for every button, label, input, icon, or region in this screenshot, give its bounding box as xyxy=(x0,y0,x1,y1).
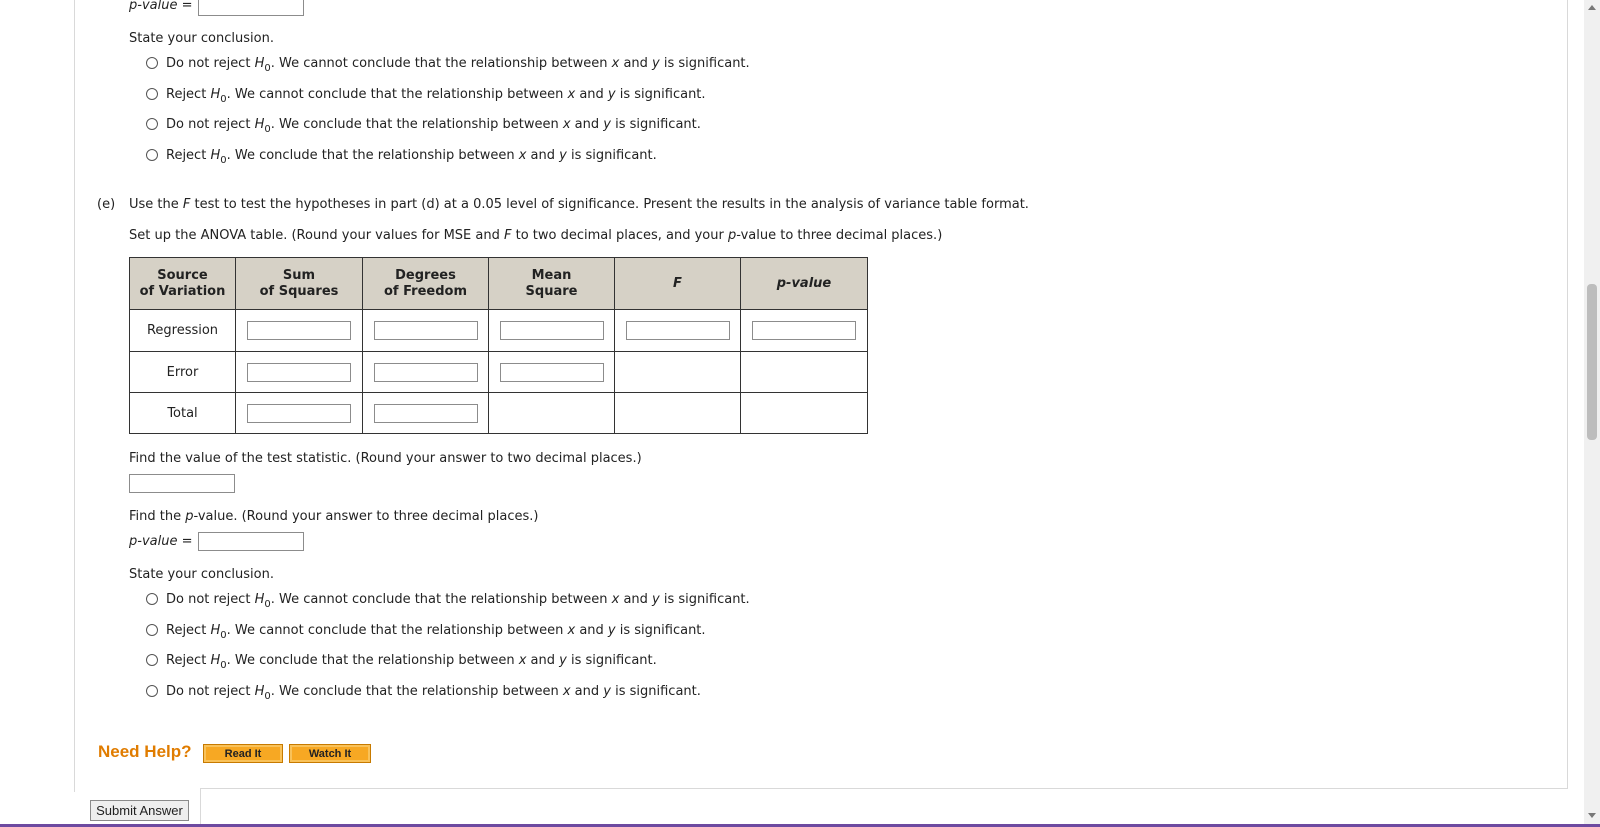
option-text: Reject $H_0$. We conclude that the relationship between x and y is significant. xyxy=(166,652,657,671)
radio-button[interactable] xyxy=(146,654,158,666)
top-pvalue-input[interactable] xyxy=(198,0,304,16)
table-row-error xyxy=(130,352,868,393)
option-text: Do not reject $H_0$. We conclude that the relationship between x and y is significant. xyxy=(166,116,701,135)
top-option-1[interactable] xyxy=(146,53,750,73)
regression-df-cell xyxy=(363,310,489,352)
anova-table xyxy=(129,257,868,434)
radio-button[interactable] xyxy=(146,624,158,636)
regression-ms-input[interactable] xyxy=(500,321,604,340)
conclusion-option-1[interactable] xyxy=(146,589,750,609)
header-degrees-of-freedom: Degrees of Freedom xyxy=(363,258,489,310)
conclusion-option-4[interactable] xyxy=(146,681,701,701)
option-text: Do not reject $H_0$. We conclude that the relationship between x and y is significant. xyxy=(166,683,701,702)
row-label: Total xyxy=(130,393,236,434)
header-f: F xyxy=(615,258,741,310)
error-ss-cell xyxy=(236,352,363,393)
pvalue-prompt: Find the p-value. (Round your answer to three decimal places.) xyxy=(129,509,539,524)
radio-button[interactable] xyxy=(146,685,158,697)
table-row-regression xyxy=(130,310,868,352)
part-e-instruction: Use the F test to test the hypotheses in part (d) at a 0.05 level of significance. Present the results in the analysis of variance table format. xyxy=(129,197,1029,212)
watch-it-button[interactable]: Watch It xyxy=(289,744,371,763)
header-mean-square: Mean Square xyxy=(489,258,615,310)
option-text: Do not reject $H_0$. We cannot conclude that the relationship between x and y is significant. xyxy=(166,55,750,74)
test-statistic-input[interactable] xyxy=(129,474,235,493)
header-sum-of-squares: Sum of Squares xyxy=(236,258,363,310)
need-help-label: Need Help? xyxy=(98,742,192,761)
scrollbar-thumb[interactable] xyxy=(1587,284,1597,440)
radio-button[interactable] xyxy=(146,57,158,69)
error-ms-input[interactable] xyxy=(500,363,604,382)
option-text: Reject $H_0$. We cannot conclude that the relationship between x and y is significant. xyxy=(166,86,706,105)
regression-pvalue-cell xyxy=(741,310,868,352)
total-f-cell-empty xyxy=(615,393,741,434)
regression-pvalue-input[interactable] xyxy=(752,321,856,340)
total-ms-cell-empty xyxy=(489,393,615,434)
option-text: Reject $H_0$. We cannot conclude that the relationship between x and y is significant. xyxy=(166,622,706,641)
submit-answer-button[interactable]: Submit Answer xyxy=(90,800,189,821)
total-df-cell xyxy=(363,393,489,434)
panel-right-border xyxy=(1567,0,1568,788)
panel-bottom-border xyxy=(200,788,1568,789)
row-label: Error xyxy=(130,352,236,393)
conclusion-option-2[interactable] xyxy=(146,620,706,640)
top-option-4[interactable] xyxy=(146,145,657,165)
radio-button[interactable] xyxy=(146,149,158,161)
header-pvalue: p-value xyxy=(741,258,868,310)
top-option-2[interactable] xyxy=(146,84,706,104)
table-row-total xyxy=(130,393,868,434)
option-text: Reject $H_0$. We conclude that the relationship between x and y is significant. xyxy=(166,147,657,166)
error-df-input[interactable] xyxy=(374,363,478,382)
regression-df-input[interactable] xyxy=(374,321,478,340)
anova-header-row xyxy=(130,258,868,310)
total-ss-cell xyxy=(236,393,363,434)
header-source: Source of Variation xyxy=(130,258,236,310)
scroll-down-arrow-icon[interactable] xyxy=(1588,813,1596,818)
option-text: Do not reject $H_0$. We cannot conclude that the relationship between x and y is significant. xyxy=(166,591,750,610)
conclusion-option-3[interactable] xyxy=(146,650,657,670)
scroll-up-arrow-icon[interactable] xyxy=(1588,5,1596,10)
pvalue-label: p-value = xyxy=(129,534,193,549)
regression-ss-input[interactable] xyxy=(247,321,351,340)
error-ms-cell xyxy=(489,352,615,393)
row-label: Regression xyxy=(130,310,236,352)
test-statistic-prompt: Find the value of the test statistic. (Round your answer to two decimal places.) xyxy=(129,451,642,466)
regression-ss-cell xyxy=(236,310,363,352)
radio-button[interactable] xyxy=(146,88,158,100)
top-option-3[interactable] xyxy=(146,114,701,134)
regression-f-cell xyxy=(615,310,741,352)
radio-button[interactable] xyxy=(146,593,158,605)
anova-setup-instruction: Set up the ANOVA table. (Round your values for MSE and F to two decimal places, and your p-value to three decimal places.) xyxy=(129,228,943,243)
error-ss-input[interactable] xyxy=(247,363,351,382)
total-df-input[interactable] xyxy=(374,404,478,423)
top-pvalue-label: p-value = xyxy=(129,0,193,13)
panel-bottom-left-border xyxy=(200,788,201,827)
top-state-conclusion: State your conclusion. xyxy=(129,31,274,46)
total-pvalue-cell-empty xyxy=(741,393,868,434)
error-f-cell-empty xyxy=(615,352,741,393)
error-pvalue-cell-empty xyxy=(741,352,868,393)
read-it-button[interactable]: Read It xyxy=(203,744,283,763)
total-ss-input[interactable] xyxy=(247,404,351,423)
state-conclusion: State your conclusion. xyxy=(129,567,274,582)
error-df-cell xyxy=(363,352,489,393)
regression-ms-cell xyxy=(489,310,615,352)
part-e-label: (e) xyxy=(97,197,116,212)
radio-button[interactable] xyxy=(146,118,158,130)
pvalue-input[interactable] xyxy=(198,532,304,551)
panel-left-border xyxy=(74,0,75,792)
regression-f-input[interactable] xyxy=(626,321,730,340)
